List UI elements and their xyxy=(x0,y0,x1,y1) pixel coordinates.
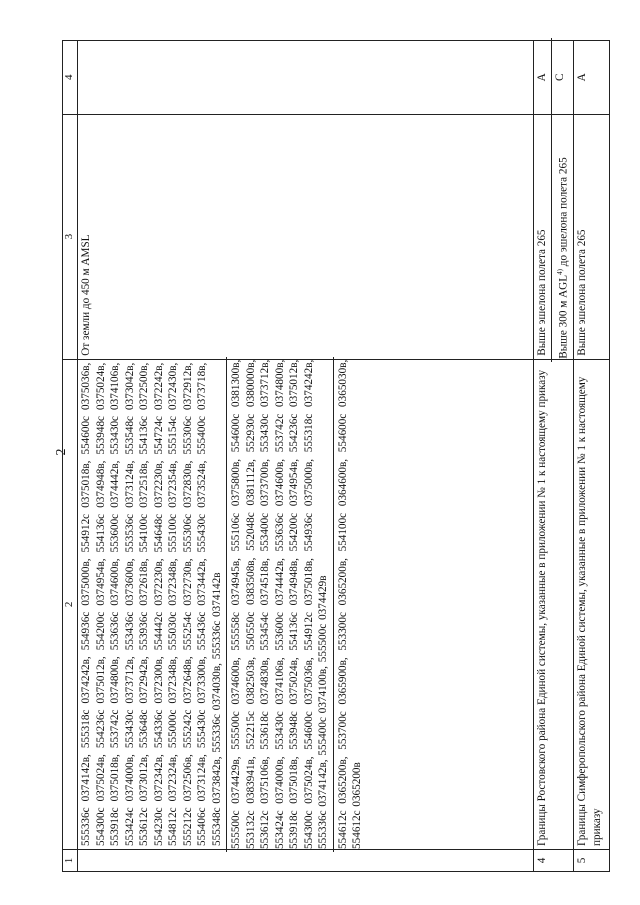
description-cell: Границы Симферопольского района Единой системы, указанные в приложении № 1 к настоящему приказу xyxy=(574,359,610,849)
header-col-3: 3 xyxy=(63,114,78,359)
altitude-b-main: Выше 300 м AGL xyxy=(557,274,570,359)
altitude-cell: Выше эшелона полета 265 xyxy=(574,114,610,359)
class-cell xyxy=(534,41,574,115)
rotated-table-wrapper xyxy=(62,40,610,872)
coordinates-cell xyxy=(78,359,534,849)
class-cell: A xyxy=(574,41,610,115)
page-number: 2 xyxy=(54,448,69,456)
altitude-cell xyxy=(534,114,574,359)
coordinates-block-2: 555500с 0374429в, 555500с 0374600в, 555558с 0374945в, 555106с 0375800в, 554600с 0381300в, 553132с 0383941в, 552215с 0382503в, 550550с 0383508в, 552048с 0381112в, 552930с 0380000в, 553612с 0375106в, 553618с 0374830в, 553454с 0374518в, 553400с 0373700в, 553430с 0373712в, 553424с 0374000в, 553430с 0374106в, 553600с 0374442в, 553636с 0374600в, 553742с 0374800в, 553918с 0375018в, 553948с 0375024в, 554136с 0374948в, 554200с 0374954в, 554236с 0375012в, 554300с 0375024в, 554600с 0375036в, 554912с 0375018в, 554936с 0375000в, 555318с 0374242в, 555336с 0374142в, 555400с 0374100в, 555500с 0374429в xyxy=(226,357,333,852)
airspace-table xyxy=(62,40,610,872)
table-row xyxy=(574,41,610,872)
altitude-b xyxy=(551,112,572,362)
altitude-a: Выше эшелона полета 265 xyxy=(536,229,548,356)
altitude-cell: От земли до 450 м AMSL xyxy=(78,114,534,359)
row-number-cell xyxy=(78,849,534,871)
description-cell: Границы Ростовского района Единой системы, указанные в приложении № 1 к настоящему приказу xyxy=(534,359,574,849)
coordinates-block-1: 555336с 0374142в, 555318с 0374242в, 554936с 0375000в, 554912с 0375018в, 554600с 0375036в, 554300с 0375024в, 554236с 0375012в, 554200с 0374954в, 554136с 0374948в, 553948с 0375024в, 553918с 0375018в, 553742с 0374800в, 553636с 0374600в, 553600с 0374442в, 553430с 0374106в, 553424с 0374000в, 553430с 0373712в, 553436с 0373600в, 553536с 0373124в, 553548с 0373042в, 553612с 0373012в, 553648с 0372942в, 553936с 0372618в, 554100с 0372518в, 554136с 0372500в, 554230с 0372342в, 554336с 0372300в, 554442с 0372230в, 554648с 0372230в, 554724с 0372242в, 554812с 0372324в, 555000с 0372348в, 555030с 0372348в, 555100с 0372354в, 555154с 0372430в, 555212с 0372506в, 555242с 0372648в, 555254с 0372730в, 555306с 0372830в, 555306с 0372912в, 555406с 0373124в, 555430с 0373300в, 555436с 0373442в, 555430с 0373524в, 555400с 0373718в, 555348с 0373842в, 555336с 0374030в, 555336с 0374142в xyxy=(80,362,223,846)
table-row xyxy=(534,41,574,872)
altitude-b-footnote: 4) xyxy=(555,269,564,275)
class-cell xyxy=(78,41,534,115)
row-number-cell: 5 xyxy=(574,849,610,871)
header-col-1: 1 xyxy=(63,849,78,871)
class-b: C xyxy=(551,38,569,117)
class-a: A xyxy=(536,73,548,82)
row-number-cell: 4 xyxy=(534,849,574,871)
header-col-2: 2 xyxy=(63,359,78,849)
table-row xyxy=(78,41,534,872)
coordinates-block-3: 554612с 0365200в, 553700с 0365900в, 553300с 0365200в, 554100с 0364600в, 554600с 0365030в, 554612с 0365200в xyxy=(333,357,367,852)
header-col-4: 4 xyxy=(63,41,78,115)
table-header-row xyxy=(63,41,78,872)
altitude-b-tail: до эшелона полета 265 xyxy=(557,157,570,270)
